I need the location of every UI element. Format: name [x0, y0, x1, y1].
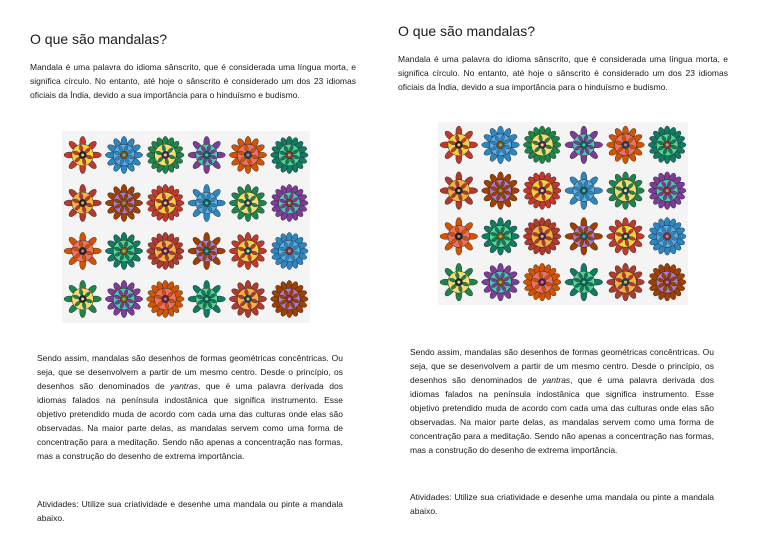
mandala-icon: [64, 136, 101, 173]
intro-paragraph: Mandala é uma palavra do idioma sânscrito, que é considerada uma língua morta, e significa círculo. No entanto, até hoje o sânscrito é considerado um dos 23 idiomas oficiais da Índia, devido a sua importância para o hinduísmo e budismo.: [30, 62, 356, 100]
mandala-icon: [648, 172, 686, 210]
mandala-icon: [229, 184, 266, 221]
mandala-grid: [438, 122, 688, 305]
mandala-icon: [482, 218, 520, 256]
mandala-icon: [523, 263, 561, 301]
mandala-icon: [147, 232, 184, 269]
mandala-icon: [271, 136, 308, 173]
mandala-icon: [105, 184, 142, 221]
mandala-icon: [565, 263, 603, 301]
mandala-icon: [648, 263, 686, 301]
mandala-icon: [440, 172, 478, 210]
mandala-icon: [482, 126, 520, 164]
mandala-icon: [229, 280, 266, 317]
activity-paragraph: Atividades: Utilize sua criatividade e desenhe uma mandala ou pinte a mandala abaixo.: [410, 492, 714, 516]
mandala-icon: [565, 126, 603, 164]
mandala-icon: [188, 232, 225, 269]
mandala-icon: [607, 263, 645, 301]
body-text-italic: yantras: [542, 375, 571, 385]
body-text-part1: Sendo assim, mandalas são desenhos de formas geométricas concêntricas. Ou seja, que se desenvolvem a partir de um mesmo centro. Desde o princípio, os desenhos são denominados de: [410, 347, 714, 385]
mandala-icon: [271, 280, 308, 317]
mandala-image: [62, 131, 310, 323]
mandala-icon: [607, 172, 645, 210]
mandala-icon: [105, 232, 142, 269]
mandala-icon: [188, 136, 225, 173]
mandala-icon: [188, 280, 225, 317]
mandala-icon: [565, 218, 603, 256]
body-text-part1: Sendo assim, mandalas são desenhos de formas geométricas concêntricas. Ou seja, que se desenvolvem a partir de um mesmo centro. Desde o princípio, os desenhos são denominados de: [37, 353, 343, 391]
mandala-icon: [607, 126, 645, 164]
page-title: O que são mandalas?: [398, 23, 535, 39]
body-text-part2: , que é uma palavra derivada dos idiomas falados na península indostânica que significa instrumento. Esse objetivo pretendido muda de acordo com cada uma das culturas onde elas são observadas. Na maior parte delas, as mandalas servem como uma forma de concentração para a meditação. Sendo não apenas a concentração nas formas, mas a construção do desenho de extrema importância.: [410, 375, 714, 455]
mandala-icon: [440, 263, 478, 301]
mandala-icon: [523, 172, 561, 210]
mandala-grid: [62, 131, 310, 323]
mandala-icon: [523, 126, 561, 164]
mandala-icon: [440, 126, 478, 164]
mandala-icon: [440, 218, 478, 256]
mandala-image: [438, 122, 688, 305]
mandala-icon: [105, 136, 142, 173]
mandala-icon: [648, 218, 686, 256]
mandala-icon: [482, 263, 520, 301]
mandala-icon: [271, 184, 308, 221]
intro-paragraph: Mandala é uma palavra do idioma sânscrito, que é considerada uma língua morta, e significa círculo. No entanto, até hoje o sânscrito é considerado um dos 23 idiomas oficiais da Índia, devido a sua importância para o hinduísmo e budismo.: [398, 54, 728, 92]
mandala-icon: [147, 136, 184, 173]
mandala-icon: [147, 280, 184, 317]
activity-paragraph: Atividades: Utilize sua criatividade e desenhe uma mandala ou pinte a mandala abaixo.: [37, 499, 343, 523]
mandala-icon: [64, 232, 101, 269]
mandala-icon: [482, 172, 520, 210]
mandala-icon: [229, 232, 266, 269]
page-title: O que são mandalas?: [30, 31, 167, 47]
body-paragraph: [37, 351, 343, 463]
mandala-icon: [64, 184, 101, 221]
mandala-icon: [105, 280, 142, 317]
page-right: [384, 0, 768, 543]
mandala-icon: [229, 136, 266, 173]
mandala-icon: [565, 172, 603, 210]
body-paragraph: [410, 345, 714, 457]
body-text-part2: , que é uma palavra derivada dos idiomas falados na península indostânica que significa instrumento. Esse objetivo pretendido muda de acordo com cada uma das culturas onde elas são observadas. Na maior parte delas, as mandalas servem como uma forma de concentração para a meditação. Sendo não apenas a concentração nas formas, mas a construção do desenho de extrema importância.: [37, 381, 343, 461]
mandala-icon: [188, 184, 225, 221]
mandala-icon: [648, 126, 686, 164]
mandala-icon: [271, 232, 308, 269]
mandala-icon: [523, 218, 561, 256]
mandala-icon: [64, 280, 101, 317]
mandala-icon: [607, 218, 645, 256]
body-text-italic: yantras: [170, 381, 198, 391]
mandala-icon: [147, 184, 184, 221]
